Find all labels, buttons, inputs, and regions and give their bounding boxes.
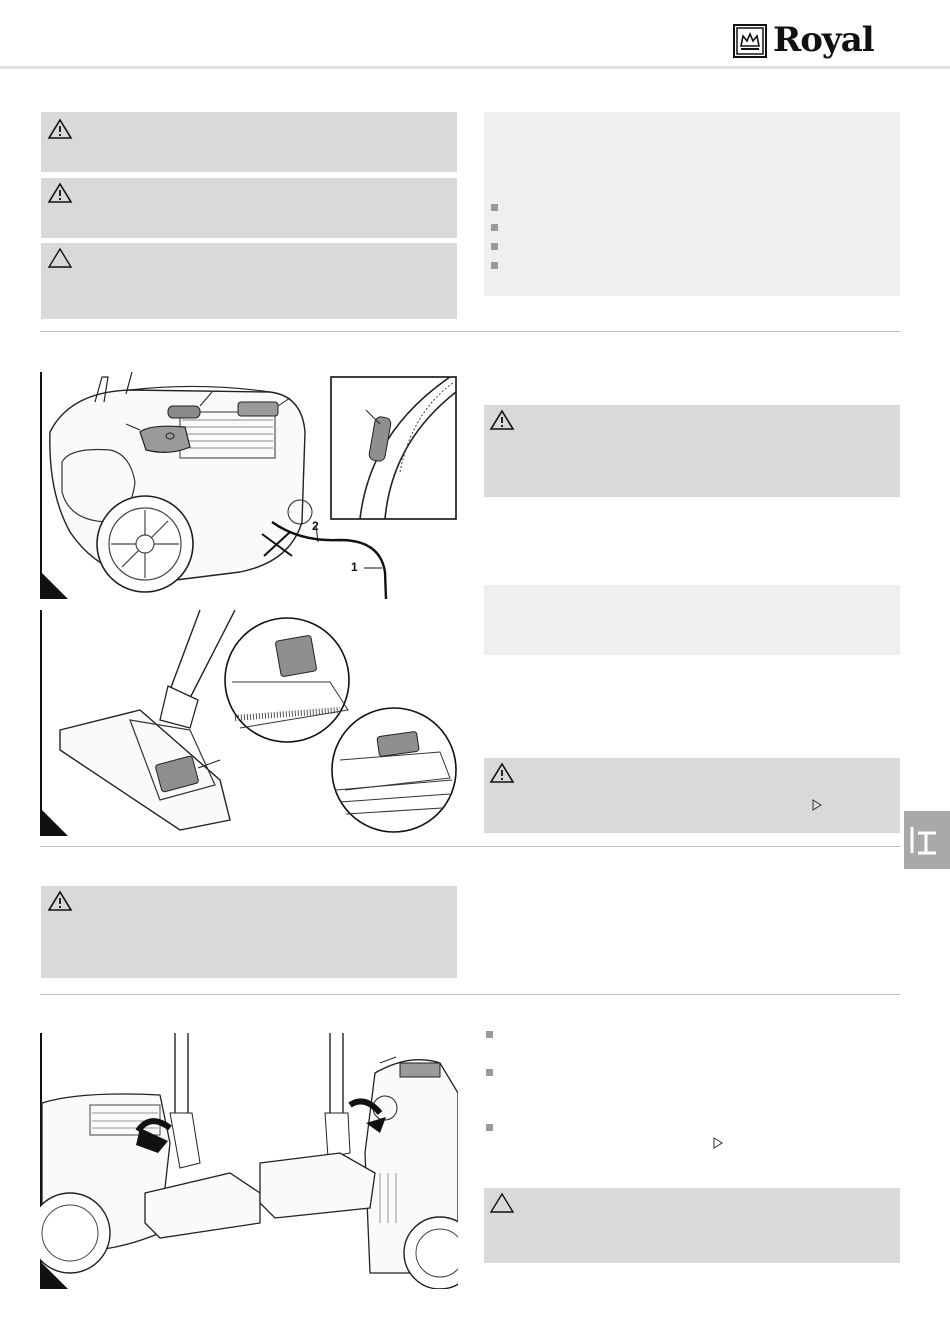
figure-corner-marker — [40, 571, 68, 599]
square-bullet-icon — [491, 204, 498, 211]
square-bullet-icon — [486, 1069, 493, 1076]
continue-arrow-icon — [812, 799, 822, 811]
warning-triangle-icon — [47, 890, 73, 912]
figure-floor-nozzle — [40, 610, 458, 836]
warning-box-1 — [41, 112, 457, 172]
square-bullet-icon — [486, 1124, 493, 1131]
section-divider — [40, 994, 900, 995]
parking-position-illustration — [40, 1033, 458, 1289]
header-divider — [0, 66, 950, 69]
warning-box-4 — [484, 758, 900, 833]
warning-triangle-icon — [489, 409, 515, 431]
section-divider — [40, 331, 900, 332]
figure-vacuum-cord — [40, 372, 458, 599]
callout-label-2: 2 — [312, 519, 319, 533]
square-bullet-icon — [491, 224, 498, 231]
section-divider — [40, 846, 900, 847]
warning-box-5 — [41, 886, 457, 978]
warning-triangle-icon — [47, 182, 73, 204]
warning-box-3 — [484, 405, 900, 497]
info-box-1 — [484, 112, 900, 296]
vacuum-cord-illustration — [40, 372, 458, 599]
language-tab-glyph-icon — [904, 811, 950, 869]
crown-emblem-icon — [733, 24, 767, 58]
brand-wordmark: Royal — [773, 20, 874, 60]
brand-logo — [733, 22, 903, 62]
warning-triangle-icon — [47, 118, 73, 140]
figure-corner-marker — [40, 808, 68, 836]
square-bullet-icon — [486, 1031, 493, 1038]
caution-triangle-icon — [489, 1192, 515, 1214]
warning-box-2 — [41, 178, 457, 238]
continue-arrow-icon — [713, 1137, 723, 1149]
floor-nozzle-illustration — [40, 610, 458, 836]
warning-triangle-icon — [489, 762, 515, 784]
figure-corner-marker — [40, 1261, 68, 1289]
square-bullet-icon — [491, 243, 498, 250]
figure-parking-position — [40, 1033, 458, 1289]
caution-box-1 — [41, 243, 457, 319]
info-box-2 — [484, 585, 900, 655]
language-tab[interactable] — [904, 811, 950, 869]
square-bullet-icon — [491, 262, 498, 269]
caution-box-2 — [484, 1188, 900, 1263]
caution-triangle-icon — [47, 247, 73, 269]
callout-label-1: 1 — [351, 560, 358, 574]
